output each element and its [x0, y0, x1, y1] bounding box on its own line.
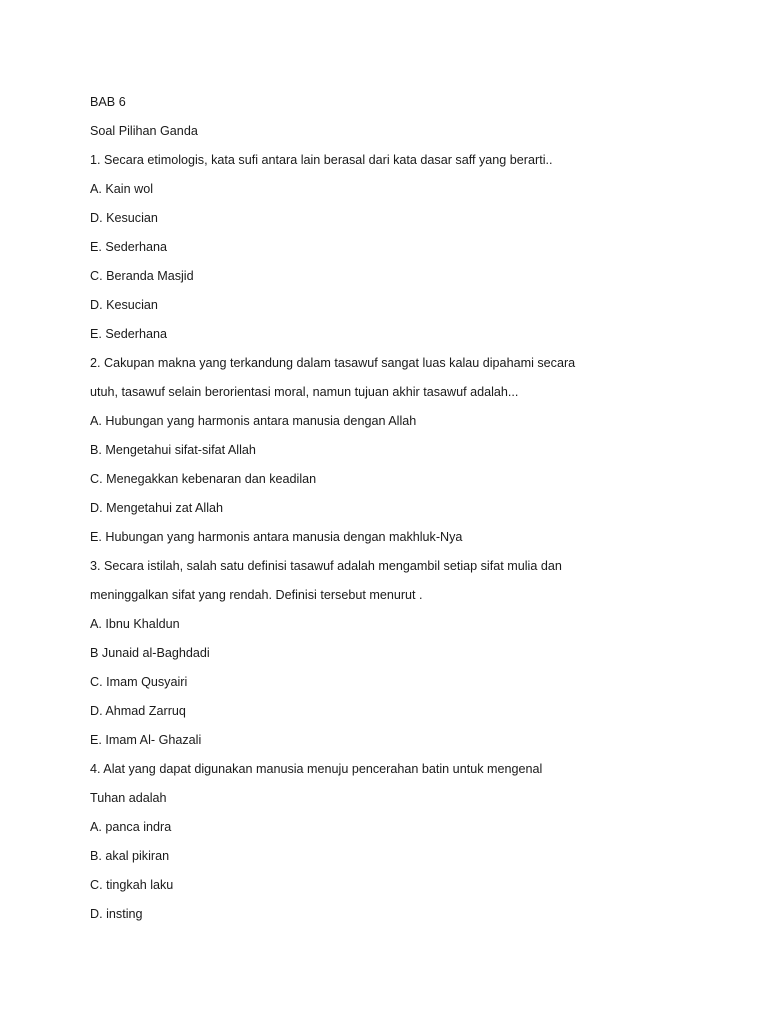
question-3: [90, 552, 730, 755]
question-1: [90, 146, 730, 349]
answer-option: A. Ibnu Khaldun: [90, 617, 180, 631]
answer-option: C. Menegakkan kebenaran dan keadilan: [90, 472, 317, 486]
answer-option: D. Kesucian: [90, 298, 158, 312]
answer-option: D. Mengetahui zat Allah: [90, 501, 224, 515]
answer-option: E. Sederhana: [90, 327, 168, 341]
answer-option: C. tingkah laku: [90, 878, 174, 892]
answer-option: A. Kain wol: [90, 182, 153, 196]
answer-option: A. Hubungan yang harmonis antara manusia dengan Allah: [90, 414, 417, 428]
answer-option: C. Imam Qusyairi: [90, 675, 188, 689]
question-text: 2. Cakupan makna yang terkandung dalam tasawuf sangat luas kalau dipahami secara: [90, 356, 576, 370]
answer-option: E. Hubungan yang harmonis antara manusia dengan makhluk-Nya: [90, 530, 463, 544]
answer-option: D. Kesucian: [90, 211, 158, 225]
question-text: Tuhan adalah: [90, 791, 167, 805]
answer-option: D. insting: [90, 907, 143, 921]
answer-option: E. Sederhana: [90, 240, 168, 254]
question-text: 4. Alat yang dapat digunakan manusia menuju pencerahan batin untuk mengenal: [90, 762, 543, 776]
answer-option: A. panca indra: [90, 820, 172, 834]
document-content: [90, 88, 730, 929]
question-text: utuh, tasawuf selain berorientasi moral, namun tujuan akhir tasawuf adalah...: [90, 385, 519, 399]
answer-option: B Junaid al-Baghdadi: [90, 646, 210, 660]
question-text: 3. Secara istilah, salah satu definisi tasawuf adalah mengambil setiap sifat mulia dan: [90, 559, 562, 573]
chapter-heading: BAB 6: [90, 95, 126, 109]
question-4: [90, 755, 730, 929]
answer-option: D. Ahmad Zarruq: [90, 704, 186, 718]
section-title: Soal Pilihan Ganda: [90, 124, 198, 138]
answer-option: E. Imam Al- Ghazali: [90, 733, 202, 747]
answer-option: B. akal pikiran: [90, 849, 170, 863]
question-text: 1. Secara etimologis, kata sufi antara lain berasal dari kata dasar saff yang berarti..: [90, 153, 553, 167]
answer-option: B. Mengetahui sifat-sifat Allah: [90, 443, 256, 457]
answer-option: C. Beranda Masjid: [90, 269, 194, 283]
question-text: meninggalkan sifat yang rendah. Definisi tersebut menurut .: [90, 588, 423, 602]
question-2: [90, 349, 730, 552]
